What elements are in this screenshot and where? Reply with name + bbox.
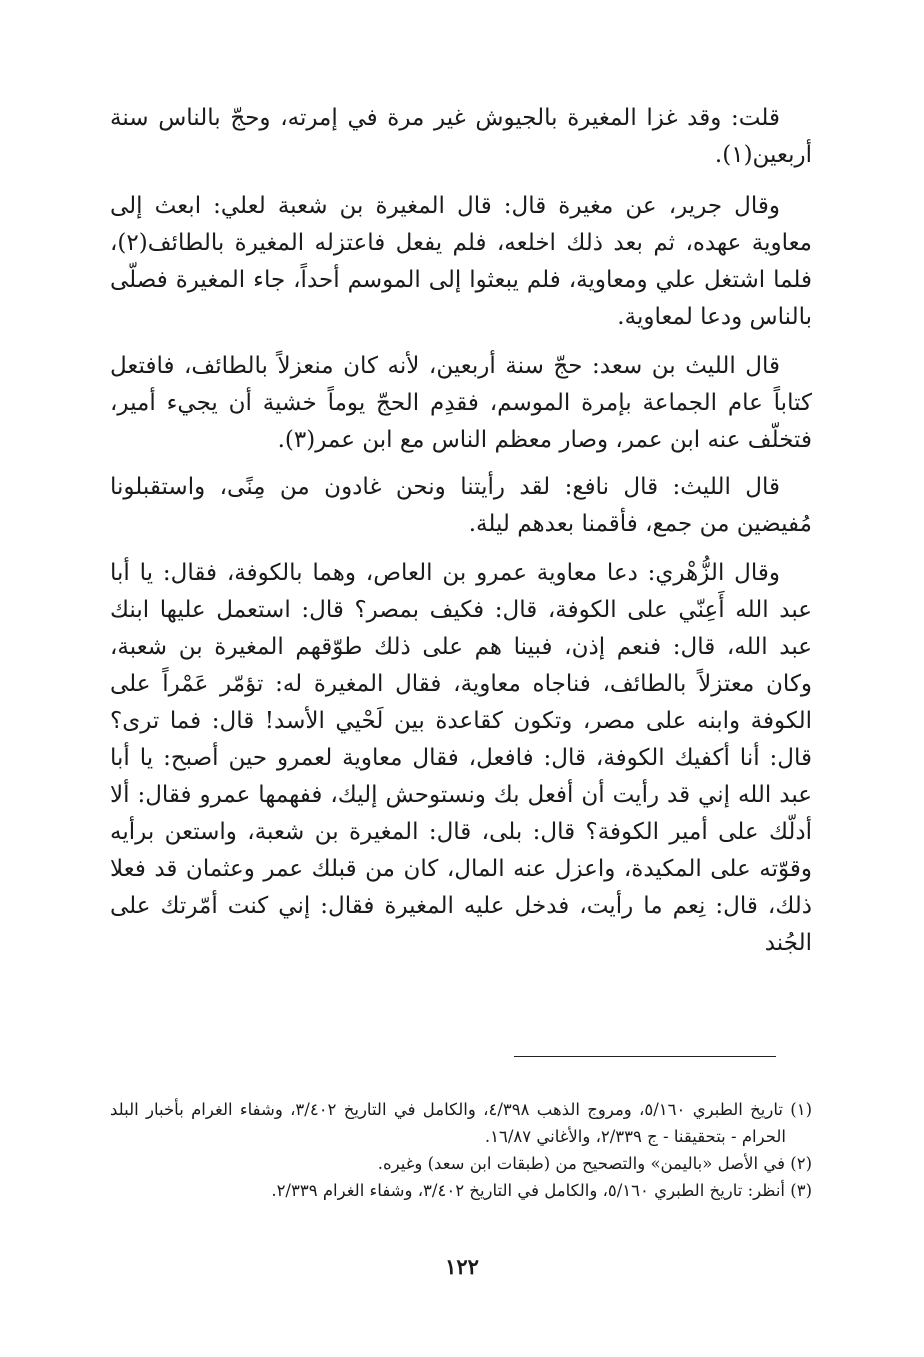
- footnote-3: (٣) أنظر: تاريخ الطبري ٥/١٦٠، والكامل في التاريخ ٣/٤٠٢، وشفاء الغرام ٢/٣٣٩.: [271, 1181, 812, 1200]
- footnote-1: (١) تاريخ الطبري ٥/١٦٠، ومروج الذهب ٤/٣٩٨، والكامل في التاريخ ٣/٤٠٢، وشفاء الغرام بأخبار البلد الحرام - بتحقيقنا - ج ٢/٣٣٩، والأغاني ١٦/٨٧.: [110, 1100, 813, 1146]
- paragraph-2: وقال جرير، عن مغيرة قال: قال المغيرة بن شعبة لعلي: ابعث إلى معاوية عهده، ثم بعد ذلك اخلعه، فلم يفعل فاعتزله المغيرة بالطائف(٢)، فلما اشتغل علي ومعاوية، فلم يبعثوا إلى الموسم أحداً، جاء المغيرة فصلّى بالناس ودعا لمعاوية.: [110, 193, 812, 330]
- main-text: [110, 100, 812, 962]
- footnotes: [110, 1096, 812, 1204]
- paragraph-3: قال الليث بن سعد: حجّ سنة أربعين، لأنه كان منعزلاً بالطائف، فافتعل كتاباً عام الجماعة بإمرة الموسم، فقدِم الحجّ يوماً خشية أن يجيء أمير، فتخلّف عنه ابن عمر، وصار معظم الناس مع ابن عمر(٣).: [110, 353, 812, 453]
- footnote-divider: [514, 1056, 776, 1057]
- page-number: ١٢٢: [445, 1254, 479, 1279]
- footnote-2: (٢) في الأصل «باليمن» والتصحيح من (طبقات ابن سعد) وغيره.: [377, 1154, 812, 1173]
- paragraph-4: قال الليث: قال نافع: لقد رأيتنا ونحن غادون من مِنًى، واستقبلونا مُفيضين من جمع، فأقمنا بعدهم ليلة.: [110, 474, 812, 537]
- paragraph-1: قلت: وقد غزا المغيرة بالجيوش غير مرة في إمرته، وحجّ بالناس سنة أربعين(١).: [110, 105, 812, 168]
- paragraph-5: وقال الزُّهْري: دعا معاوية عمرو بن العاص، وهما بالكوفة، فقال: يا أبا عبد الله أَعِنّي على الكوفة، قال: فكيف بمصر؟ قال: استعمل عليها ابنك عبد الله، قال: فنعم إذن، فبينا هم على ذلك طوّقهم المغيرة بن شعبة، وكان معتزلاً بالطائف، فناجاه معاوية، فقال المغيرة له: تؤمّر عَمْراً على الكوفة وابنه على مصر، وتكون كقاعدة بين لَحْيي الأسد! قال: فما ترى؟ قال: أنا أكفيك الكوفة، قال: فافعل، فقال معاوية لعمرو حين أصبح: يا أبا عبد الله إني قد رأيت أن أفعل بك ونستوحش إليك، ففهمها عمرو فقال: ألا أدلّك على أمير الكوفة؟ قال: بلى، قال: المغيرة بن شعبة، واستعن برأيه وقوّته على المكيدة، واعزل عنه المال، كان من قبلك عمر وعثمان قد فعلا ذلك، قال: نِعم ما رأيت، فدخل عليه المغيرة فقال: إني كنت أمّرتك على الجُند: [110, 560, 812, 956]
